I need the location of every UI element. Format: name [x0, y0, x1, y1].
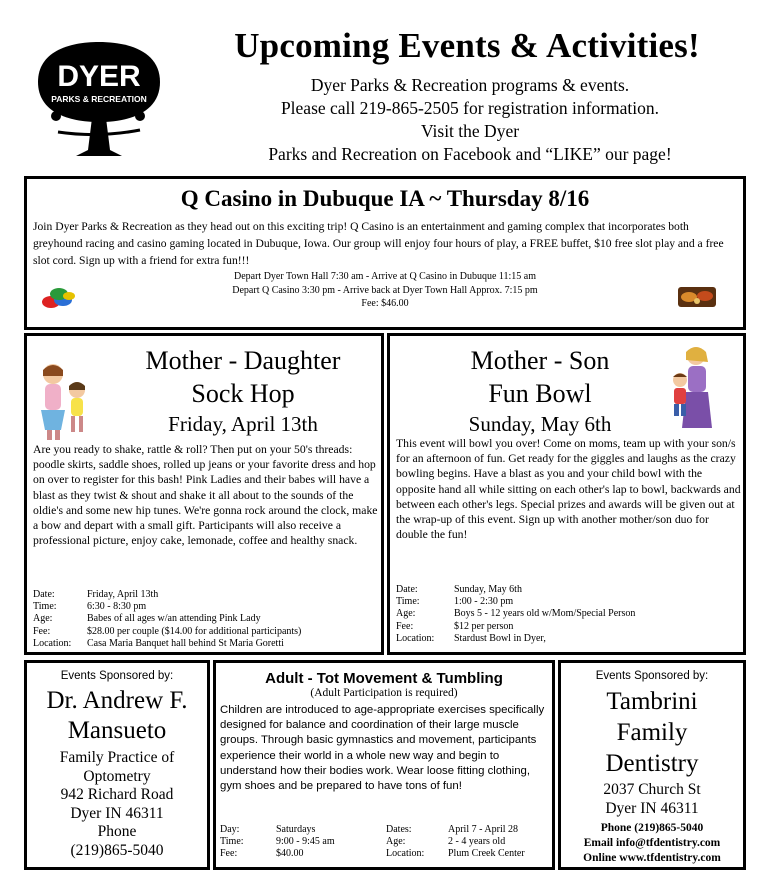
- detail-label: Fee:: [220, 848, 238, 860]
- detail-row: [220, 824, 552, 836]
- detail-label: Location:: [386, 848, 425, 860]
- page-subtitle: [180, 74, 760, 166]
- buffet-food-icon: [677, 285, 717, 314]
- sponsor-name-line: Dentistry: [605, 750, 699, 777]
- mother-son-event-box: [387, 333, 746, 655]
- detail-label: Location:: [396, 632, 435, 644]
- tumbling-event-box: [213, 660, 555, 870]
- logo-text: DYER: [57, 60, 141, 93]
- detail-row: [396, 621, 635, 633]
- casino-title: Q Casino in Dubuque IA ~ Thursday 8/16: [180, 186, 590, 211]
- subtitle-line: Visit the Dyer: [420, 121, 520, 141]
- detail-label: Age:: [33, 613, 53, 625]
- sponsor-name-line: Dr. Andrew F.: [46, 687, 188, 714]
- detail-row: [220, 836, 552, 848]
- schedule-line: Depart Dyer Town Hall 7:30 am - Arrive at Q Casino in Dubuque 11:15 am: [233, 271, 537, 282]
- detail-value: $28.00 per couple ($14.00 for additional participants): [87, 625, 302, 637]
- detail-label: Date:: [33, 589, 55, 600]
- casino-schedule: [27, 270, 743, 311]
- title-line: Mother - Daughter: [145, 346, 341, 375]
- tumbling-title: Adult - Tot Movement & Tumbling: [265, 670, 503, 687]
- detail-row: [33, 601, 301, 613]
- detail-label: Time:: [396, 596, 420, 608]
- mother-daughter-description: Are you ready to shake, rattle & roll? Then put on your 50's threads: poodle skirts, saddle shoes, rolled up jeans or your favorite dress and hop on over to register for this bash! Pink Ladies and their babes will have a blast as they twist & shout and shake it all about to the sounds of the oldie's and some new hip tunes. We're gonna rock around the clock, make a bow and depart with a small gift. Participants will also receive a professional picture, enjoy cake, lemonade, coffee and healthy snack.: [33, 443, 378, 548]
- casino-description: Join Dyer Parks & Recreation as they head out on this exciting trip! Q Casino is an entertainment and gaming complex that incorporates both greyhound racing and casino gaming located in Dubuque, Iowa. Our group will enjoy four hours of play, a FREE buffet, $10 free slot play and a free slot cord. Sign up with a friend for extra fun!!!: [33, 220, 724, 267]
- detail-value: Babes of all ages w/an attending Pink Lady: [87, 613, 261, 625]
- contact-email: Email info@tfdentistry.com: [583, 837, 721, 849]
- sponsor-name: [27, 686, 207, 746]
- sponsor-address: [561, 780, 743, 818]
- sponsor-contact: [561, 821, 743, 866]
- sponsor-name: [561, 686, 743, 779]
- sponsor-name-line: Mansueto: [67, 717, 167, 744]
- detail-value: Stardust Bowl in Dyer,: [454, 632, 546, 644]
- dyer-parks-logo: [28, 38, 170, 166]
- title-line: Fun Bowl: [488, 379, 592, 408]
- subtitle-line: Dyer Parks & Recreation programs & events.: [310, 75, 630, 95]
- detail-value: Plum Creek Center: [448, 848, 525, 860]
- mother-daughter-event-box: [24, 333, 384, 655]
- title-line: Mother - Son: [470, 346, 610, 375]
- detail-label: Location:: [33, 637, 72, 649]
- address-line: 2037 Church St: [603, 781, 701, 798]
- detail-value: 9:00 - 9:45 am: [276, 836, 335, 848]
- detail-row: [396, 608, 635, 620]
- title-line: Sock Hop: [191, 379, 295, 408]
- tumbling-note: (Adult Participation is required): [310, 687, 458, 699]
- sponsor-address: [27, 749, 207, 860]
- detail-row: [396, 596, 635, 608]
- detail-label: Fee:: [396, 620, 414, 632]
- logo-subtext: PARKS & RECREATION: [51, 94, 147, 104]
- detail-row: [33, 638, 301, 650]
- schedule-line: Fee: $46.00: [361, 298, 409, 310]
- detail-row: [396, 633, 635, 645]
- detail-label: Date:: [396, 584, 418, 595]
- detail-value: 2 - 4 years old: [448, 836, 506, 848]
- address-line: Dyer IN 46311: [70, 804, 164, 822]
- detail-label: Day:: [220, 824, 240, 835]
- subtitle-line: Parks and Recreation on Facebook and “LIKE” our page!: [268, 144, 672, 164]
- detail-value: April 7 - April 28: [448, 824, 518, 835]
- address-line: Phone: [97, 823, 137, 840]
- address-line: Family Practice of: [59, 749, 175, 766]
- detail-label: Time:: [220, 836, 244, 848]
- sponsor-heading: Events Sponsored by:: [595, 670, 709, 682]
- mother-son-title: [410, 344, 670, 410]
- sponsor-heading: Events Sponsored by:: [60, 670, 174, 682]
- address-line: (219)865-5040: [70, 841, 164, 859]
- sponsor-name-line: Family: [616, 719, 688, 746]
- detail-label: Age:: [396, 608, 416, 620]
- sponsor-optometry-box: [24, 660, 210, 870]
- detail-row: [33, 626, 301, 638]
- mother-son-date: Sunday, May 6th: [468, 412, 612, 436]
- detail-value: 6:30 - 8:30 pm: [87, 601, 147, 613]
- detail-row: [220, 848, 552, 860]
- address-line: Dyer IN 46311: [605, 800, 699, 817]
- detail-label: Dates:: [386, 824, 412, 835]
- detail-value: Saturdays: [276, 824, 316, 835]
- contact-website: Online www.tfdentistry.com: [583, 852, 721, 864]
- detail-value: Sunday, May 6th: [454, 584, 522, 595]
- detail-value: $40.00: [276, 848, 304, 860]
- mother-daughter-title: [103, 344, 383, 410]
- casino-chips-icon: [41, 286, 77, 315]
- mother-son-details: [396, 584, 635, 645]
- detail-value: Boys 5 - 12 years old w/Mom/Special Person: [454, 608, 636, 620]
- detail-label: Time:: [33, 601, 57, 613]
- detail-value: $12 per person: [454, 620, 514, 632]
- sponsor-name-line: Tambrini: [606, 688, 698, 715]
- mother-son-description: This event will bowl you over! Come on moms, team up with your son/s for an afternoon of fun. Get ready for the giggles and laughs as the crazy bowling begins. Have a blast as you and your child bowl with the opposite hand all while sitting on each other's lap to bowl, backwards and between each other's legs. Special prizes and awards will be given out at the wrap-up of this event. Sign up with another mother/son duo for double the fun!: [396, 437, 741, 542]
- address-line: 942 Richard Road: [60, 786, 174, 803]
- detail-value: 1:00 - 2:30 pm: [454, 596, 514, 608]
- sponsor-dentistry-box: [558, 660, 746, 870]
- subtitle-line: Please call 219-865-2505 for registration information.: [280, 98, 660, 118]
- mother-daughter-details: [33, 589, 301, 650]
- detail-row: [33, 613, 301, 625]
- contact-phone: Phone (219)865-5040: [600, 822, 704, 834]
- detail-row: [396, 584, 635, 596]
- detail-value: Casa Maria Banquet hall behind St Maria Goretti: [87, 637, 284, 649]
- schedule-line: Depart Q Casino 3:30 pm - Arrive back at Dyer Town Hall Approx. 7:15 pm: [232, 284, 538, 296]
- tumbling-description: Children are introduced to age-appropriate exercises specifically designed for balance and coordination of their large muscle groups. Through basic gymnastics and movement, participants experience their world in a whole new way and begin to understand how their bodies work. Wear loose fitting clothing, gym shoes and be prepared to have tons of fun!: [220, 704, 545, 793]
- detail-label: Age:: [386, 836, 406, 848]
- casino-event-box: [24, 176, 746, 330]
- address-line: Optometry: [83, 767, 151, 785]
- mother-daughter-clipart-icon: [31, 360, 101, 447]
- detail-value: Friday, April 13th: [87, 589, 159, 600]
- mother-daughter-date: Friday, April 13th: [168, 412, 318, 436]
- detail-label: Fee:: [33, 625, 51, 637]
- detail-row: [33, 589, 301, 601]
- page-title: Upcoming Events & Activities!: [234, 26, 700, 65]
- tumbling-details: [220, 824, 552, 861]
